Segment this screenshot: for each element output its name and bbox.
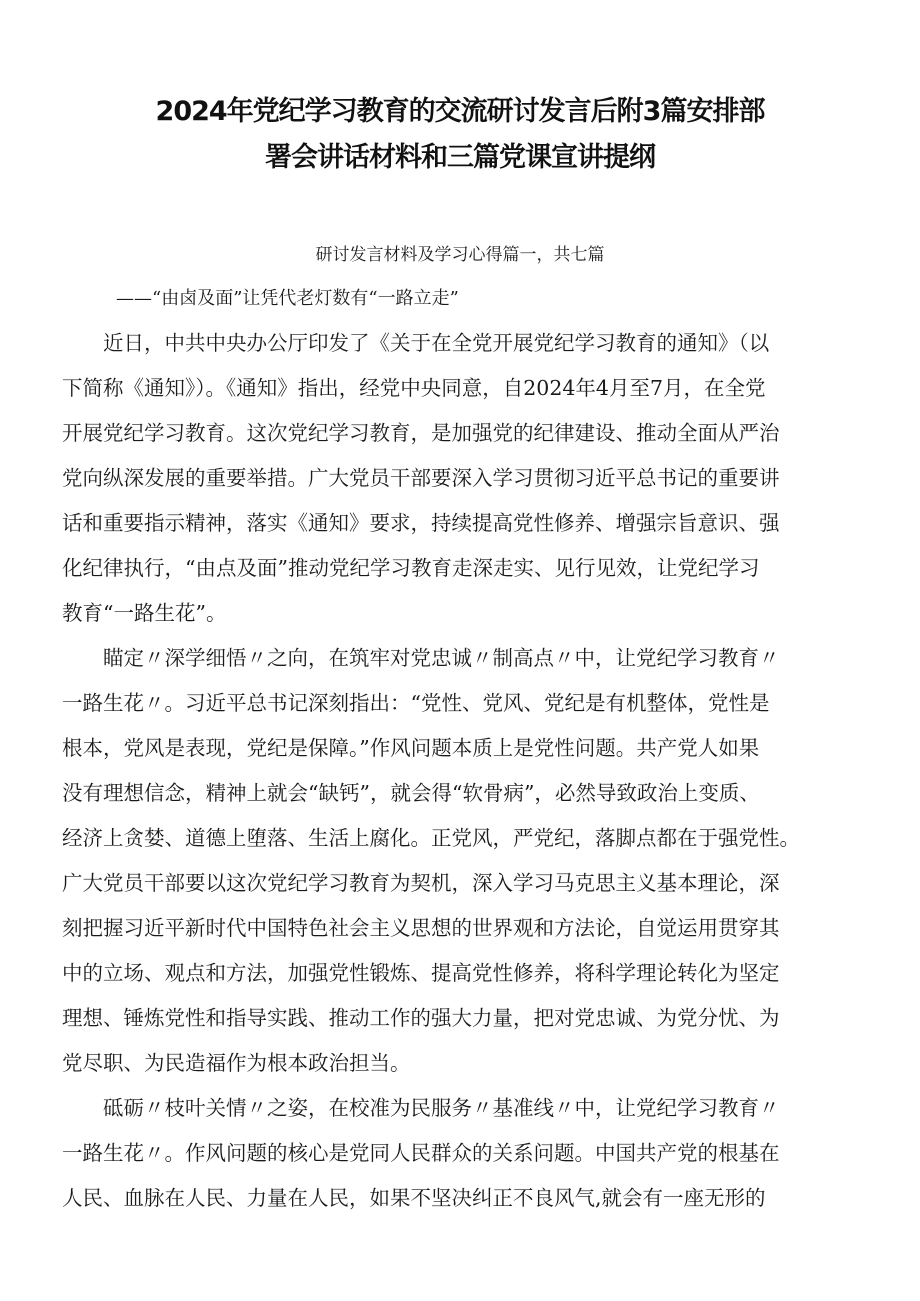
body-line: 没有理想信念，精神上就会“缺钙”，就会得“软骨病”，必然导致政治上变质、 <box>62 781 760 805</box>
body-line: 党向纵深发展的重要举措。广大党员干部要深入学习贯彻习近平总书记的重要讲 <box>62 466 780 490</box>
body-line: 一路生花〃。习近平总书记深刻指出：“党性、党风、党纪是有机整体，党性是 <box>62 691 770 715</box>
body-line: 话和重要指示精神，落实《通知》要求，持续提高党性修养、增强宗旨意识、强 <box>62 511 780 535</box>
section-subtitle: 研讨发言材料及学习心得篇一，共七篇 <box>315 245 605 265</box>
body-line: 砥砺〃枝叶关情〃之姿，在校准为民服务〃基准线〃中，让党纪学习教育〃 <box>62 1096 780 1120</box>
document-title-line-1: 2024年党纪学习教育的交流研讨发言后附3篇安排部 <box>155 96 765 127</box>
body-line: 化纪律执行，“由点及面”推动党纪学习教育走深走实、见行见效，让党纪学习 <box>62 556 760 580</box>
body-line: 理想、锤炼党性和指导实践、推动工作的强大力量，把对党忠诚、为党分忧、为 <box>62 1006 780 1030</box>
body-line: 一路生花〃。作风问题的核心是党同人民群众的关系问题。中国共产党的根基在 <box>62 1141 780 1165</box>
body-line: 党尽职、为民造福作为根本政治担当。 <box>62 1051 411 1075</box>
body-line: 人民、血脉在人民、力量在人民，如果不坚决纠正不良风气,就会有一座无形的 <box>62 1186 766 1210</box>
body-line: 开展党纪学习教育。这次党纪学习教育，是加强党的纪律建设、推动全面从严治 <box>62 421 780 445</box>
body-line: 教育“一路生花”。 <box>62 601 227 625</box>
body-line: 经济上贪婪、道德上堕落、生活上腐化。正党风，严党纪，落脚点都在于强党性。 <box>62 826 800 850</box>
body-line: 下简称《通知》）。《通知》指出，经党中央同意，自2024年4月至7月，在全党 <box>62 376 766 400</box>
body-line: 瞄定〃深学细悟〃之向，在筑牢对党忠诚〃制高点〃中，让党纪学习教育〃 <box>62 646 780 670</box>
body-line: 刻把握习近平新时代中国特色社会主义思想的世界观和方法论，自觉运用贯穿其 <box>62 916 780 940</box>
section-tagline: ——“由卤及面”让凭代老灯数有“一路立走” <box>116 288 459 309</box>
body-line: 根本，党风是表现，党纪是保障。”作风问题本质上是党性问题。共产党人如果 <box>62 736 760 760</box>
document-title-line-2: 署会讲话材料和三篇党课宣讲提纲 <box>265 142 655 173</box>
body-line: 广大党员干部要以这次党纪学习教育为契机，深入学习马克思主义基本理论，深 <box>62 871 780 895</box>
body-line: 中的立场、观点和方法，加强党性锻炼、提高党性修养，将科学理论转化为坚定 <box>62 961 780 985</box>
body-line: 近日，中共中央办公厅印发了《关于在全党开展党纪学习教育的通知》（以 <box>62 331 770 355</box>
